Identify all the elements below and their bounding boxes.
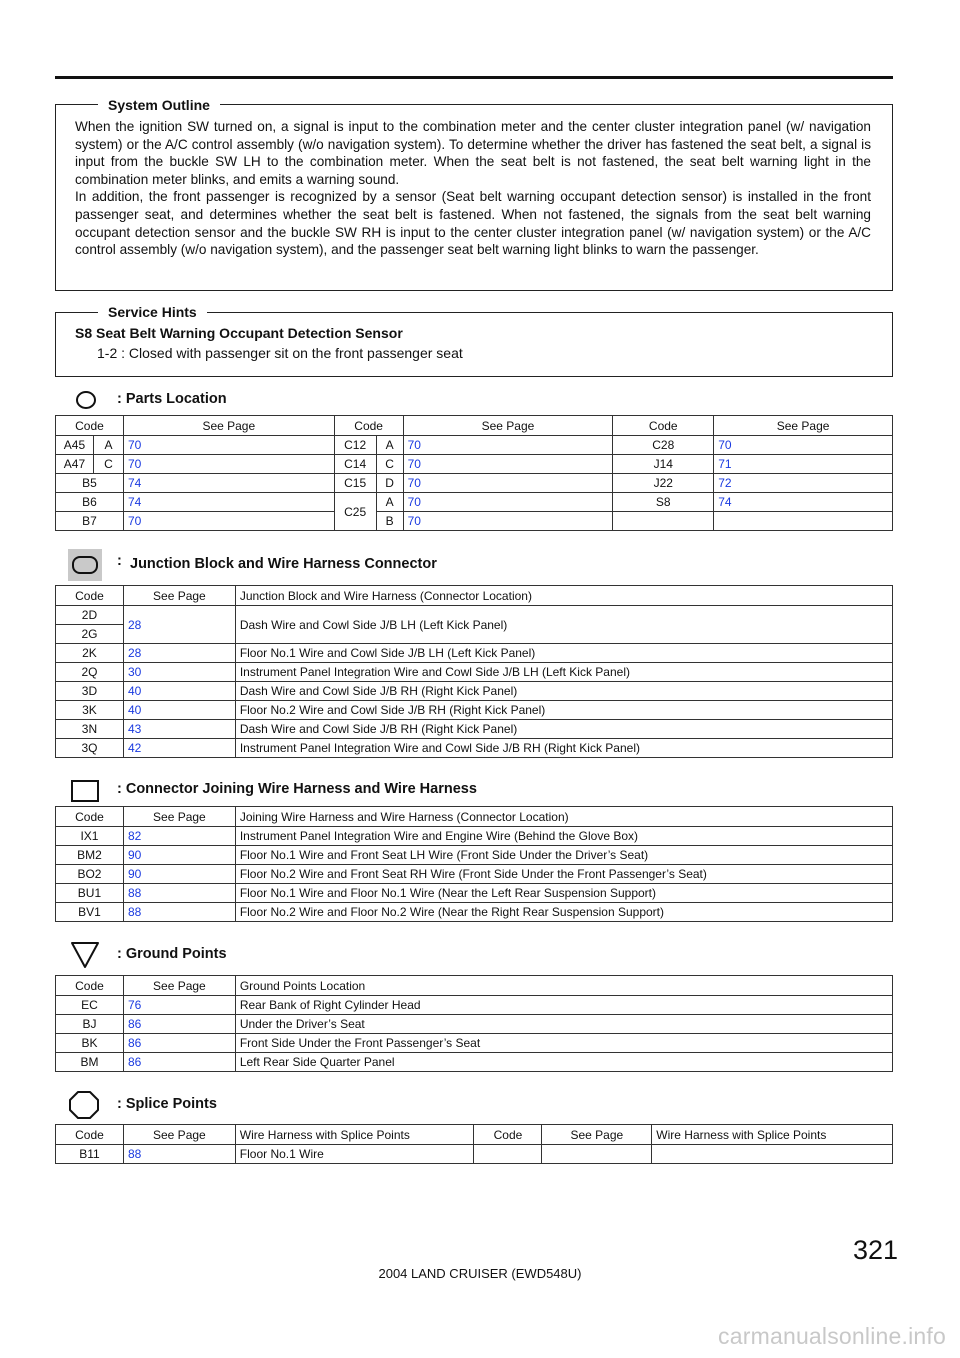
page-link[interactable]: 28	[123, 606, 235, 644]
code-cell: B5	[56, 474, 124, 493]
code-cell: IX1	[56, 827, 124, 846]
table-row	[56, 474, 893, 493]
page-link[interactable]: 40	[123, 682, 235, 701]
page-link[interactable]: 70	[403, 474, 613, 493]
code-cell: 3K	[56, 701, 124, 720]
page-link[interactable]: 70	[403, 455, 613, 474]
code-cell: B7	[56, 512, 124, 531]
header-cell: Code	[56, 807, 124, 827]
code-cell: 2K	[56, 644, 124, 663]
code-cell: BM2	[56, 846, 124, 865]
table-header	[56, 416, 893, 436]
table-row	[56, 436, 893, 455]
header-cell: Ground Points Location	[235, 976, 892, 996]
header-cell: Joining Wire Harness and Wire Harness (Connector Location)	[235, 807, 892, 827]
parts-location-heading: : Parts Location	[117, 391, 227, 407]
sub-code-cell: A	[376, 436, 403, 455]
watermark: carmanualsonline.info	[718, 1323, 946, 1349]
page-link[interactable]: 82	[123, 827, 235, 846]
ground-point-triangle-icon	[70, 941, 100, 969]
page-link[interactable]: 74	[123, 493, 334, 512]
page-link[interactable]: 40	[123, 701, 235, 720]
table-row	[56, 903, 893, 922]
page-link[interactable]: 76	[123, 996, 235, 1015]
table-row	[56, 1034, 893, 1053]
description-cell: Front Side Under the Front Passenger’s Seat	[235, 1034, 892, 1053]
page-link[interactable]: 74	[123, 474, 334, 493]
page-link[interactable]: 88	[123, 884, 235, 903]
code-cell: 3N	[56, 720, 124, 739]
page-number: 321	[852, 1235, 898, 1265]
code-cell: BV1	[56, 903, 124, 922]
table-row	[56, 455, 893, 474]
page-link[interactable]: 90	[123, 846, 235, 865]
header-cell: Junction Block and Wire Harness (Connector Location)	[235, 586, 892, 606]
header-cell: See Page	[123, 416, 334, 436]
table-row	[56, 512, 893, 531]
header-cell: Code	[56, 416, 124, 436]
table-row	[56, 846, 893, 865]
table-row	[56, 663, 893, 682]
code-cell: BK	[56, 1034, 124, 1053]
header-cell: See Page	[542, 1125, 652, 1145]
empty-cell	[652, 1145, 893, 1164]
code-cell: 3D	[56, 682, 124, 701]
system-outline-title: System Outline	[98, 97, 220, 113]
header-cell: Code	[56, 976, 124, 996]
page-link[interactable]: 74	[714, 493, 893, 512]
code-cell: C28	[613, 436, 714, 455]
header-cell: Code	[613, 416, 714, 436]
hint-item-title: S8 Seat Belt Warning Occupant Detection Sensor	[75, 325, 403, 341]
page-link[interactable]: 43	[123, 720, 235, 739]
parts-location-table	[55, 415, 893, 531]
page-link[interactable]: 70	[714, 436, 893, 455]
system-outline-text	[75, 118, 871, 259]
junction-block-colon: :	[117, 553, 122, 569]
empty-cell	[542, 1145, 652, 1164]
top-rule	[55, 76, 893, 79]
header-cell: See Page	[123, 976, 235, 996]
code-cell: B6	[56, 493, 124, 512]
description-cell: Instrument Panel Integration Wire and Engine Wire (Behind the Glove Box)	[235, 827, 892, 846]
table-row	[56, 1053, 893, 1072]
page-link[interactable]: 70	[123, 436, 334, 455]
description-cell: Rear Bank of Right Cylinder Head	[235, 996, 892, 1015]
description-cell: Under the Driver’s Seat	[235, 1015, 892, 1034]
description-cell: Floor No.2 Wire and Floor No.2 Wire (Near the Right Rear Suspension Support)	[235, 903, 892, 922]
outline-paragraph-2: In addition, the front passenger is recognized by a sensor (Seat belt warning occupant detection sensor) is installed in the front passenger seat, and determines whether the seat belt is fastened. When not fastened, the signals from the seat belt warning occupant detection sensor and the buckle SW RH is input to the center cluster integration panel (w/ navigation system) or the A/C control assembly (w/o navigation system), and the passenger seat belt warning light blinks to warn the passenger.	[75, 189, 871, 258]
sub-code-cell: C	[93, 455, 123, 474]
page-link[interactable]: 86	[123, 1015, 235, 1034]
header-cell: Code	[56, 586, 124, 606]
header-cell: Wire Harness with Splice Points	[652, 1125, 893, 1145]
description-cell: Dash Wire and Cowl Side J/B RH (Right Kick Panel)	[235, 720, 892, 739]
code-cell: C15	[334, 474, 376, 493]
code-cell: J14	[613, 455, 714, 474]
table-row	[56, 739, 893, 758]
splice-points-heading: : Splice Points	[117, 1096, 217, 1112]
code-cell: C25	[334, 493, 376, 531]
table-row	[56, 996, 893, 1015]
code-cell: 3Q	[56, 739, 124, 758]
connector-joining-icon	[71, 780, 99, 802]
table-row	[56, 865, 893, 884]
table-header	[56, 807, 893, 827]
junction-block-heading: Junction Block and Wire Harness Connector	[130, 556, 437, 572]
code-cell: 2D	[56, 606, 124, 625]
service-hints-title: Service Hints	[98, 304, 207, 320]
table-row	[56, 682, 893, 701]
description-cell: Left Rear Side Quarter Panel	[235, 1053, 892, 1072]
empty-cell	[714, 512, 893, 531]
page-link[interactable]: 42	[123, 739, 235, 758]
table-row	[56, 606, 893, 625]
outline-paragraph-1: When the ignition SW turned on, a signal is input to the combination meter and the center cluster integration panel (w/ navigation system) or the A/C control assembly (w/o navigation system). To determine whether the driver has fastened the seat belt, a signal is input from the buckle SW LH to the combination meter. When the seat belt is not fastened, the seat belt warning light in the combination meter blinks, and emits a warning sound.	[75, 119, 871, 187]
page-link[interactable]: 70	[403, 493, 613, 512]
description-cell: Floor No.2 Wire and Cowl Side J/B RH (Right Kick Panel)	[235, 701, 892, 720]
page-link[interactable]: 70	[123, 455, 334, 474]
header-cell: Code	[56, 1125, 124, 1145]
header-cell: Wire Harness with Splice Points	[235, 1125, 474, 1145]
ground-points-heading: : Ground Points	[117, 946, 227, 962]
splice-points-table	[55, 1124, 893, 1164]
header-cell: Code	[474, 1125, 542, 1145]
description-cell: Floor No.1 Wire and Cowl Side J/B LH (Left Kick Panel)	[235, 644, 892, 663]
code-cell: A45	[56, 436, 94, 455]
code-cell: BM	[56, 1053, 124, 1072]
page-link[interactable]: 70	[403, 436, 613, 455]
table-row	[56, 720, 893, 739]
table-header	[56, 1125, 893, 1145]
code-cell: 2G	[56, 625, 124, 644]
table-header	[56, 586, 893, 606]
sub-code-cell: C	[376, 455, 403, 474]
table-row	[56, 884, 893, 903]
header-cell: See Page	[123, 1125, 235, 1145]
sub-code-cell: A	[376, 493, 403, 512]
description-cell: Floor No.1 Wire and Front Seat LH Wire (Front Side Under the Driver’s Seat)	[235, 846, 892, 865]
junction-block-table	[55, 585, 893, 758]
header-cell: See Page	[123, 807, 235, 827]
code-cell: C14	[334, 455, 376, 474]
code-cell: EC	[56, 996, 124, 1015]
connector-joining-heading: : Connector Joining Wire Harness and Wire Harness	[117, 781, 477, 797]
page-link[interactable]: 88	[123, 903, 235, 922]
table-row	[56, 493, 893, 512]
header-cell: See Page	[403, 416, 613, 436]
parts-location-circle-icon	[75, 390, 97, 410]
footer-title: 2004 LAND CRUISER (EWD548U)	[378, 1266, 582, 1281]
code-cell: 2Q	[56, 663, 124, 682]
page-link[interactable]: 72	[714, 474, 893, 493]
page-link[interactable]: 90	[123, 865, 235, 884]
code-cell: B11	[56, 1145, 124, 1164]
sub-code-cell: A	[93, 436, 123, 455]
empty-cell	[474, 1145, 542, 1164]
page-link[interactable]: 70	[123, 512, 334, 531]
page-link[interactable]: 71	[714, 455, 893, 474]
table-row	[56, 644, 893, 663]
table-row	[56, 1145, 893, 1164]
code-cell: A47	[56, 455, 94, 474]
table-header	[56, 976, 893, 996]
code-cell: BJ	[56, 1015, 124, 1034]
table-row	[56, 827, 893, 846]
page-link[interactable]: 88	[123, 1145, 235, 1164]
description-cell: Floor No.1 Wire	[235, 1145, 474, 1164]
sub-code-cell: D	[376, 474, 403, 493]
empty-cell	[613, 512, 714, 531]
description-cell: Floor No.1 Wire and Floor No.1 Wire (Near the Left Rear Suspension Support)	[235, 884, 892, 903]
code-cell: C12	[334, 436, 376, 455]
sub-code-cell: B	[376, 512, 403, 531]
connector-joining-table	[55, 806, 893, 922]
page-link[interactable]: 86	[123, 1053, 235, 1072]
junction-block-icon	[68, 549, 102, 581]
header-cell: See Page	[714, 416, 893, 436]
page-link[interactable]: 28	[123, 644, 235, 663]
description-cell: Dash Wire and Cowl Side J/B RH (Right Kick Panel)	[235, 682, 892, 701]
code-cell: BO2	[56, 865, 124, 884]
code-cell: S8	[613, 493, 714, 512]
header-cell: See Page	[123, 586, 235, 606]
ground-points-table	[55, 975, 893, 1072]
code-cell: J22	[613, 474, 714, 493]
table-row	[56, 701, 893, 720]
splice-point-octagon-icon	[68, 1090, 100, 1120]
page-link[interactable]: 86	[123, 1034, 235, 1053]
description-cell: Dash Wire and Cowl Side J/B LH (Left Kick Panel)	[235, 606, 892, 644]
hint-item-line: 1-2 : Closed with passenger sit on the front passenger seat	[97, 345, 463, 361]
page-link[interactable]: 30	[123, 663, 235, 682]
description-cell: Instrument Panel Integration Wire and Cowl Side J/B RH (Right Kick Panel)	[235, 739, 892, 758]
description-cell: Instrument Panel Integration Wire and Cowl Side J/B LH (Left Kick Panel)	[235, 663, 892, 682]
header-cell: Code	[334, 416, 403, 436]
page-link[interactable]: 70	[403, 512, 613, 531]
code-cell: BU1	[56, 884, 124, 903]
description-cell: Floor No.2 Wire and Front Seat RH Wire (Front Side Under the Front Passenger’s Seat)	[235, 865, 892, 884]
table-row	[56, 1015, 893, 1034]
